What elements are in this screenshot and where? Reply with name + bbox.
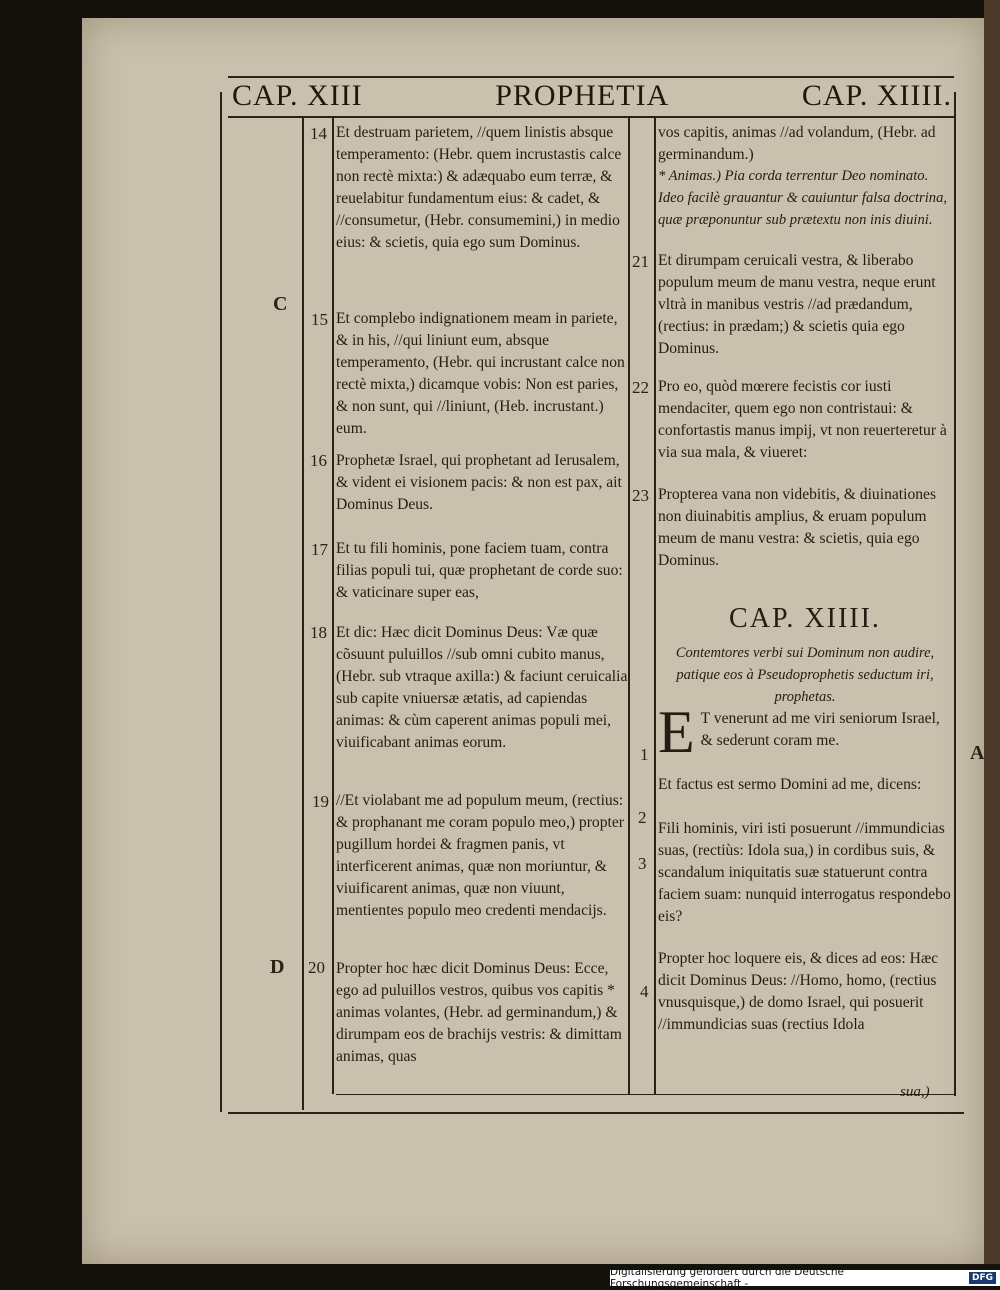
header-chapter-right: CAP. XIIII. — [801, 79, 952, 112]
verse-text: Fili hominis, viri isti posuerunt //immundicias suas, (rectiùs: Idola sua,) in cordibus suis, & scandalum iniquitatis suæ statuerunt contra faciem suam: nunquid interrogatus respondebo eis? — [658, 819, 951, 925]
verse-number: 19 — [312, 792, 329, 811]
book-edge — [984, 0, 1000, 1264]
verse-number: 20 — [308, 958, 325, 977]
verse-number: 15 — [311, 310, 328, 329]
running-header — [232, 76, 952, 116]
header-bottom-rule — [228, 116, 954, 118]
verse-number: 22 — [632, 378, 649, 397]
chapter-summary: Contemtores verbi sui Dominum non audire, patique eos à Pseudoprophetis seductum iri, prophetas. — [675, 644, 935, 705]
verse-text: Propter hoc loquere eis, & dices ad eos: Hæc dicit Dominus Deus: //Homo, homo, (rectius vnusquisque,) de domo Israel, qui posuerit //immundicias suas (rectius Idola — [658, 949, 939, 1033]
chapter-title: CAP. XIIII. — [729, 603, 881, 634]
verse-number: 1 — [640, 745, 649, 764]
verse-number: 18 — [310, 623, 327, 642]
center-rule-2 — [654, 118, 656, 1094]
verse-text: Et tu fili hominis, pone faciem tuam, contra filias populi tui, quæ prophetant de corde suo: & vaticinare super eas, — [336, 540, 623, 601]
marginal-note: * Animas.) Pia corda terrentur Deo nominato. Ideo facilè grauantur & cauiuntur falsa doctrina, quæ præponuntur sub prætextu non inis diuini. — [658, 168, 948, 228]
drop-cap-initial: E — [658, 698, 695, 765]
outer-right-rule — [954, 92, 956, 1096]
footer-text: Digitalisierung gefördert durch die Deutsche Forschungsgemeinschaft - — [610, 1266, 844, 1290]
digitization-footer — [610, 1266, 1000, 1290]
bottom-rule-1 — [336, 1094, 954, 1095]
verse-number: 2 — [638, 808, 647, 827]
margin-letter-d: D — [270, 956, 285, 978]
verse-text: Et factus est sermo Domini ad me, dicens: — [658, 775, 922, 793]
right-column — [658, 122, 952, 1058]
left-text-rule — [332, 118, 334, 1094]
catchword: sua,) — [900, 1084, 930, 1100]
verse-text: Et dirumpam ceruicali vestra, & liberabo populum meum de manu vestra, neque erunt vltrà in manibus vestris //ad prædandum, (rectius: in prædam;) & scietis quia ego Dominus. — [658, 252, 936, 357]
verse-text: //Et violabant me ad populum meum, (rectius: & prophanant me coram populo meo,) propter pugillum hordei & fragmen panis, vt interficerent animas, quæ non moriuntur, & viuificarent animas, quæ non viuunt, mentientes populo meo credenti mendacijs. — [336, 792, 624, 919]
verse-number: 17 — [311, 540, 328, 559]
verse-number: 21 — [632, 252, 649, 271]
header-book-title: PROPHETIA — [495, 79, 670, 112]
verse-number: 23 — [632, 486, 649, 505]
left-column — [336, 122, 632, 1088]
verse-text: Propter hoc hæc dicit Dominus Deus: Ecce, ego ad puluillos vestros, quibus vos capitis * animas volantes, (Hebr. ad germinandum,) & dirumpam eos de brachijs vestris: & dimittam animas, quas — [336, 960, 622, 1065]
verse-text: Et destruam parietem, //quem linistis absque temperamento: (Hebr. quem incrustastis calce non rectè mixta:) & adæquabo eum terræ, & reuelabitur fundamentum eius: & cadet, & //consumetur, (Hebr. consumemini,) in medio eius: & scietis, quia ego sum Dominus. — [336, 124, 622, 251]
bottom-rule-2 — [228, 1112, 964, 1114]
verse-number: 3 — [638, 854, 647, 873]
verse-text: Propterea vana non videbitis, & diuinationes non diuinabitis amplius, & eruam populum meum de manu vestra: & scietis, quia ego Dominus. — [658, 486, 937, 569]
outer-left-rule — [220, 92, 222, 1112]
first-verse-text: T venerunt ad me viri seniorum Israel, & sederunt coram me. — [700, 709, 940, 749]
verse-number-rule — [302, 118, 304, 1110]
verse-text: vos capitis, animas //ad volandum, (Hebr. ad germinandum.) — [658, 124, 936, 163]
verse-text: Et dic: Hæc dicit Dominus Deus: Væ quæ cõsuunt puluillos //sub omni cubito manus, (Hebr. sub vtraque axilla:) & faciunt ceruicalia sub capite vniuersæ ætatis, ad capiendas animas: & cùm caperent animas populi mei, viuificabant animas eorum. — [336, 624, 628, 751]
verse-number: 14 — [310, 124, 327, 143]
verse-text: Et complebo indignationem meam in pariete, & in his, //qui liniunt eum, absque temperamento, (Hebr. qui incrustant calce non rectè mixta,) dicamque vobis: Non est paries, & non sunt, qui //liniunt, (Heb. incrustant.) eum. — [336, 310, 625, 437]
verse-text: Pro eo, quòd mœrere fecistis cor iusti mendaciter, quem ego non contristaui: & confortastis manus impij, vt non reuerteretur à via sua mala, & viueret: — [658, 378, 947, 461]
header-chapter-left: CAP. XIII — [232, 79, 363, 112]
verse-number: 4 — [640, 982, 649, 1001]
margin-letter-c: C — [273, 293, 288, 315]
margin-letter-a: A — [970, 742, 985, 764]
dfg-logo: DFG — [969, 1272, 996, 1284]
verse-number: 16 — [310, 451, 327, 470]
chapter-first-verse — [658, 698, 952, 774]
verse-text: Prophetæ Israel, qui prophetant ad Ierusalem, & vident ei visionem pacis: & non est pax, ait Dominus Deus. — [336, 452, 622, 513]
